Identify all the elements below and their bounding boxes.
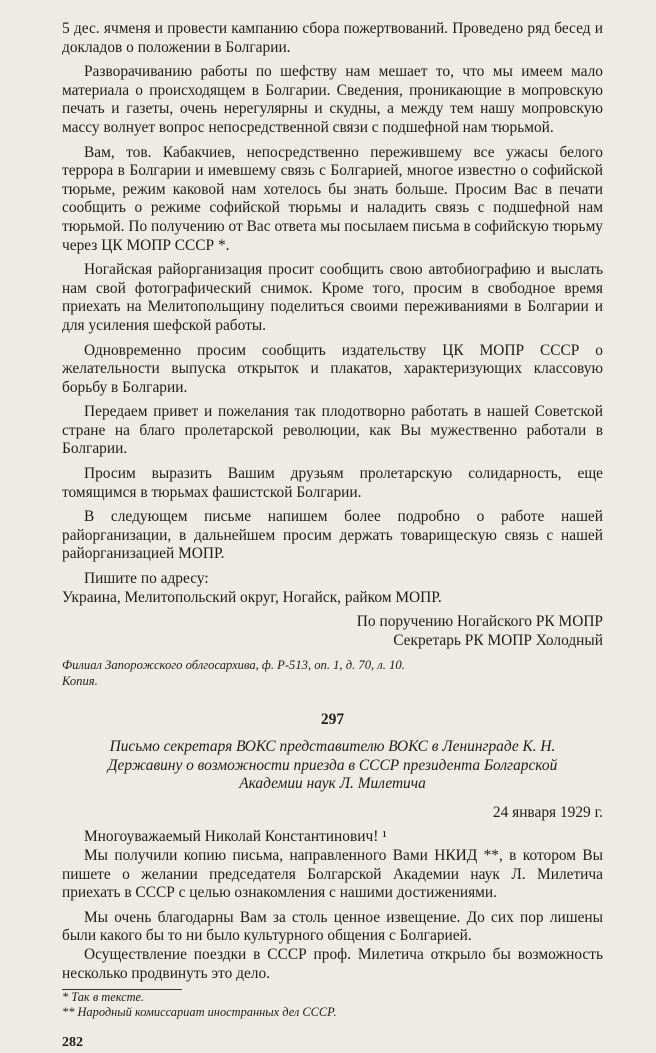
paragraph: В следующем письме напишем более подробно о работе нашей райорганизации, в дальнейшем просим держать товарищескую связь с нашей райорганизацией МОПР. (62, 508, 603, 563)
paragraph: 5 дес. ячменя и провести кампанию сбора пожертвований. Проведено ряд бесед и докладов о положении в Болгарии. (62, 20, 603, 56)
paragraph: Вам, тов. Кабакчиев, непосредственно пережившему все ужасы белого террора в Болгарии и имевшему связь с Болгарией, многое известно о софийской тюрьме, режим каковой нам хотелось бы знать больше. Просим Вас в печати сообщить о режиме софийской тюрьмы и наладить связь с подшефной нам тюрьмой. По получению от Вас ответа мы посылаем письма в софийскую тюрьму через ЦК МОПР СССР *. (62, 143, 603, 254)
paragraph: Ногайская райорганизация просит сообщить свою автобиографию и выслать нам свой фотографический снимок. Кроме того, просим в свободное время приехать на Мелитопольщину поделиться своими переживаниями в Болгарии и для усиления шефской работы. (62, 261, 603, 334)
salutation: Многоуважаемый Николай Константинович! ¹ (84, 828, 387, 846)
paragraph: Одновременно просим сообщить издательству ЦК МОПР СССР о желательности выпуска открыток и плакатов, характеризующих классовую борьбу в Болгарии. (62, 341, 603, 396)
paragraph: Осуществление поездки в СССР проф. Милетича открыло бы возможность несколько продвинуть это дело. (62, 945, 603, 982)
footnote: * Так в тексте. (62, 990, 145, 1005)
footnote: ** Народный комиссариат иностранных дел СССР. (62, 1005, 337, 1020)
signature-line: Секретарь РК МОПР Холодный (393, 631, 603, 649)
archive-citation: Филиал Запорожского облгосархива, ф. Р-513, оп. 1, д. 70, л. 10. (62, 658, 405, 673)
paragraph: Мы получили копию письма, направленного Вами НКИД **, в котором Вы пишете о желании председателя Болгарской Академии наук Л. Милетича приехать в СССР с целью ознакомления с нашими достижениями. (62, 846, 603, 902)
document-date: 24 января 1929 г. (492, 803, 603, 821)
page-number: 282 (62, 1035, 83, 1051)
document-number: 297 (320, 711, 345, 729)
archive-copy-note: Копия. (62, 673, 98, 688)
document-title: Письмо секретаря ВОКС представителю ВОКС в Ленинграде К. Н. Державину о возможности приезда в СССР президента Болгарской Академии наук Л. Милетича (107, 738, 558, 793)
paragraph: Разворачиванию работы по шефству нам мешает то, что мы имеем мало материала о происходящем в Болгарии. Сведения, проникающие в мопровскую печать и газеты, очень нерегулярны и скудны, а между тем нашу мопровскую массу волнует вопрос непосредственной связи с подшефной нам тюрьмой. (62, 63, 603, 136)
paragraph: Мы очень благодарны Вам за столь ценное извещение. До сих пор лишены были какого бы то ни было культурного общения с Болгарией. (62, 908, 603, 945)
paragraph: Передаем привет и пожелания так плодотворно работать в нашей Советской стране на благо пролетарской революции, как Вы мужественно работали в Болгарии. (62, 403, 603, 458)
address: Украина, Мелитопольский округ, Ногайск, райком МОПР. (62, 588, 442, 606)
text-column (62, 20, 603, 1053)
paragraph: Просим выразить Вашим друзьям пролетарскую солидарность, еще томящимся в тюрьмах фашистской Болгарии. (62, 465, 603, 501)
signature-line: По поручению Ногайского РК МОПР (356, 613, 603, 631)
address-label: Пишите по адресу: (84, 570, 209, 588)
